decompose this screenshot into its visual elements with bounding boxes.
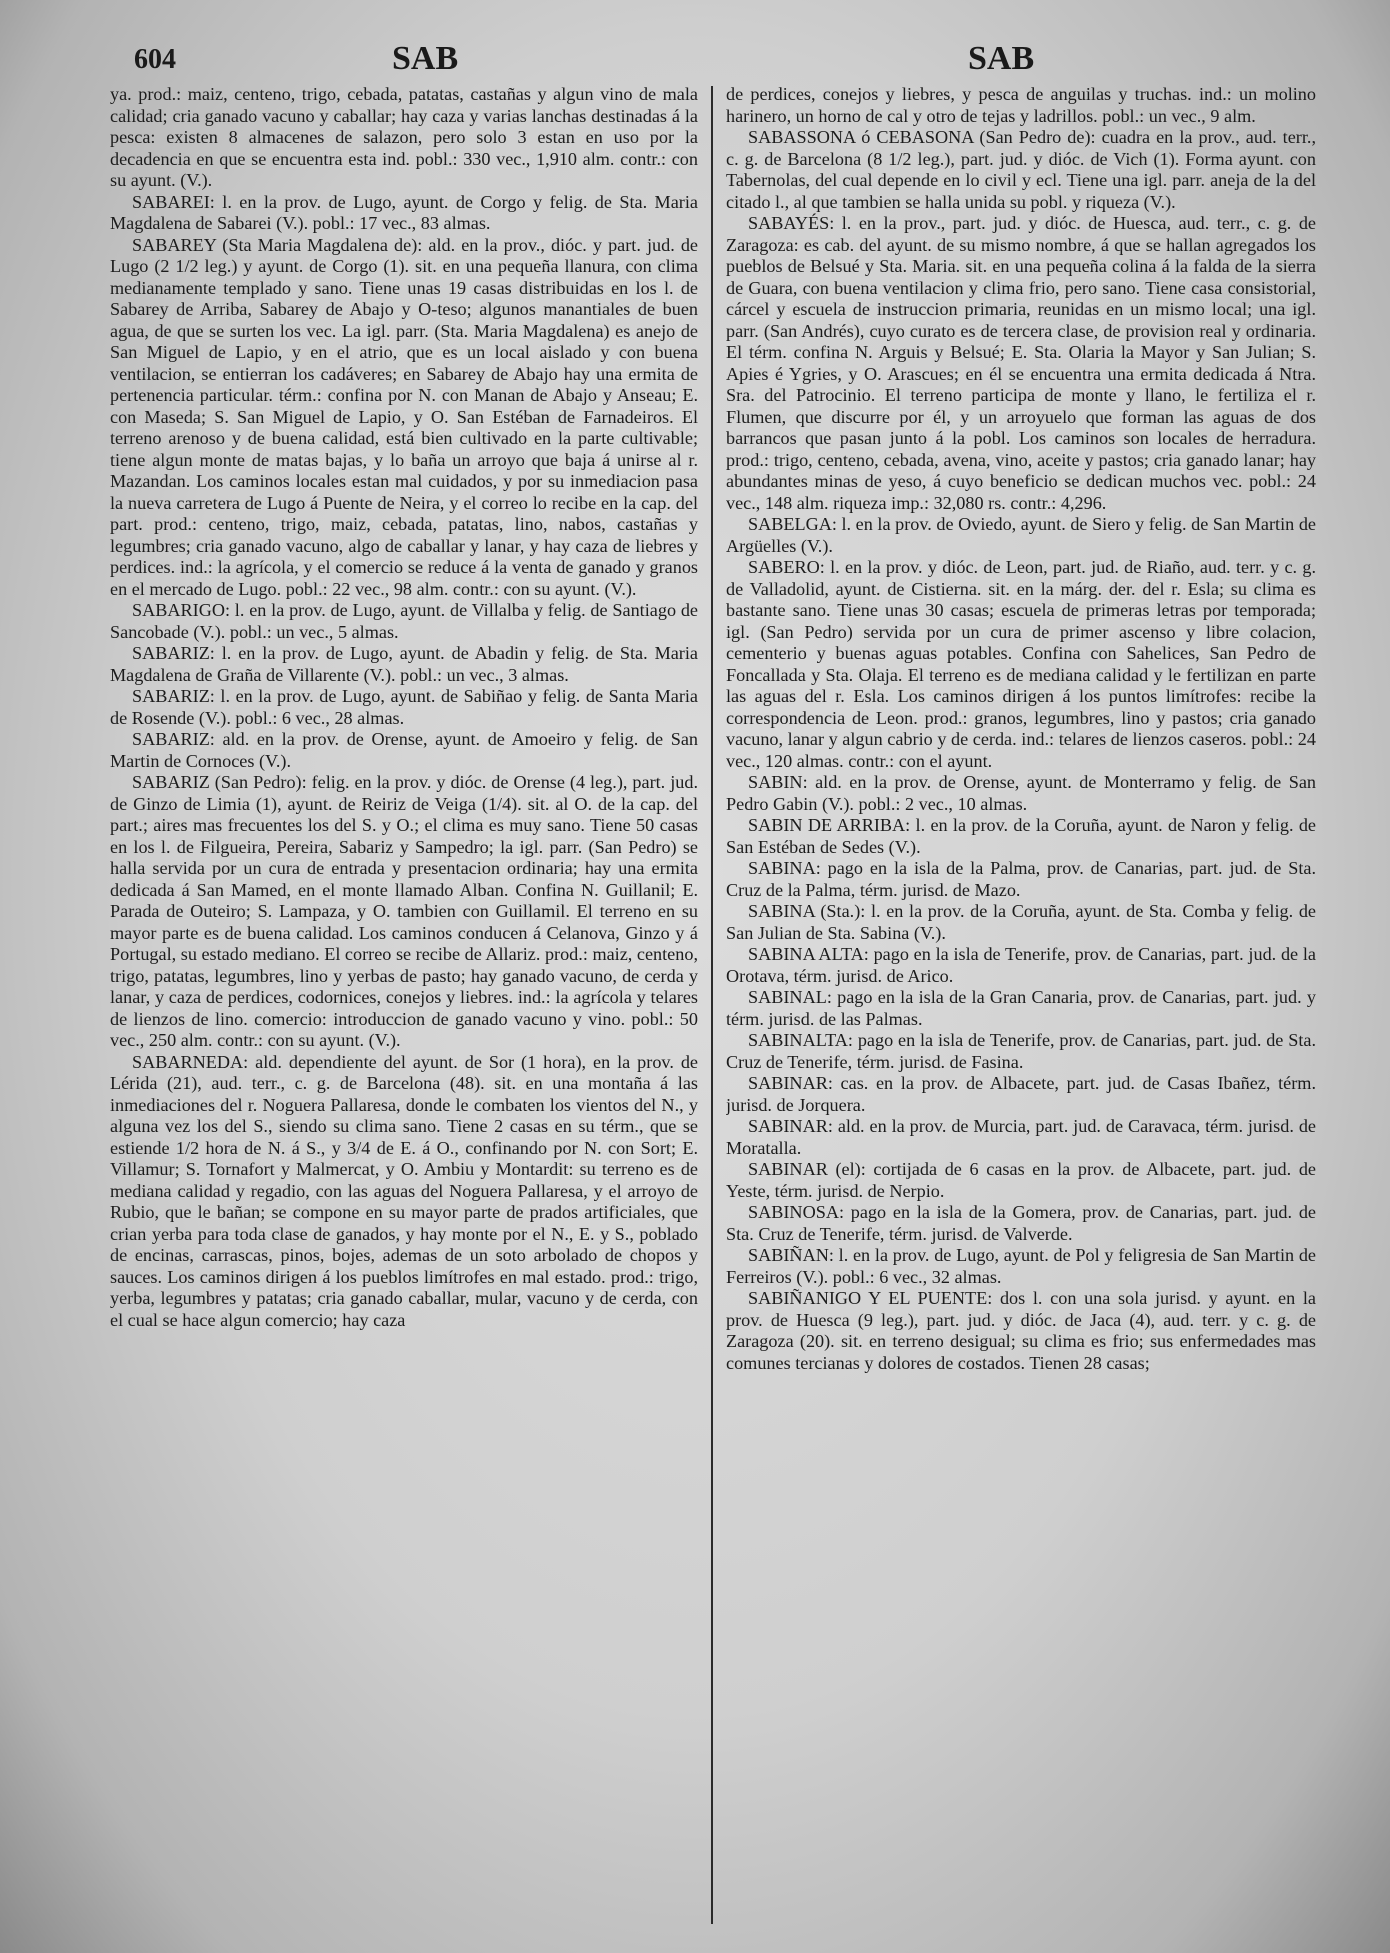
right-column bbox=[726, 84, 1316, 1924]
entry-continuation: de perdices, conejos y liebres, y pesca de anguilas y truchas. ind.: un molino harinero, un horno de cal y otro de tejas y ladrillos. pobl.: un vec., 9 alm. bbox=[726, 84, 1316, 126]
dictionary-entry: SABINA ALTA: pago en la isla de Tenerife, prov. de Canarias, part. jud. de la Orotava, térm. jurisd. de Arico. bbox=[726, 944, 1316, 986]
dictionary-entry: SABARNEDA: ald. dependiente del ayunt. de Sor (1 hora), en la prov. de Lérida (21), aud. terr., c. g. de Barcelona (48). sit. en una montaña á las inmediaciones del r. Noguera Pallaresa, donde le combaten los vientos del N., y alguna vez los del S., siendo su clima sano. Tiene 2 casas en su térm., que se estiende 1/2 hora de N. á S., y 3/4 de E. á O., confinando por N. con Sort; E. Villamur; S. Tornafort y Malmercat, y O. Ambiu y Montardit: su terreno es de mediana calidad y regadio, con las aguas del Noguera Pallaresa, y el arroyo de Rubio, que le bañan; se compone en su mayor parte de prados artificiales, que crian yerba para toda clase de ganados, y hay monte por el N., E. y S., poblado de encinas, carrascas, pinos, bojes, ademas de un soto arbolado de chopos y sauces. Los caminos dirigen á los pueblos limítrofes en mal estado. prod.: trigo, yerba, legumbres y patatas; cria ganado caballar, mular, vacuno y de cerda, con el cual se hace algun comercio; hay caza bbox=[110, 1051, 698, 1330]
column-divider bbox=[711, 86, 713, 1924]
dictionary-entry: SABINALTA: pago en la isla de Tenerife, prov. de Canarias, part. jud. de Sta. Cruz de Tenerife, térm. jurisd. de Fasina. bbox=[726, 1030, 1316, 1072]
dictionary-entry: SABINAR: cas. en la prov. de Albacete, part. jud. de Casas Ibañez, térm. jurisd. de Jorquera. bbox=[726, 1073, 1316, 1115]
dictionary-entry: SABELGA: l. en la prov. de Oviedo, ayunt. de Siero y felig. de San Martin de Argüelles (V.). bbox=[726, 514, 1316, 556]
dictionary-entry: SABASSONA ó CEBASONA (San Pedro de): cuadra en la prov., aud. terr., c. g. de Barcelona (8 1/2 leg.), part. jud. y dióc. de Vich (1). Forma ayunt. con Tabernolas, del cual depende en lo civil y ecl. Tiene una igl. parr. aneja de la del citado l., al que tambien se halla unida su pobl. y riqueza (V.). bbox=[726, 127, 1316, 212]
dictionary-entry: SABINOSA: pago en la isla de la Gomera, prov. de Canarias, part. jud. de Sta. Cruz de Tenerife, térm. jurisd. de Valverde. bbox=[726, 1202, 1316, 1244]
dictionary-entry: SABINAR (el): cortijada de 6 casas en la prov. de Albacete, part. jud. de Yeste, térm. jurisd. de Nerpio. bbox=[726, 1159, 1316, 1201]
dictionary-entry: SABARIZ (San Pedro): felig. en la prov. y dióc. de Orense (4 leg.), part. jud. de Ginzo de Limia (1), ayunt. de Reiriz de Veiga (1/4). sit. al O. de la cap. del part.; aires mas frecuentes los del S. y O.; el clima es muy sano. Tiene 50 casas en los l. de Filgueira, Pereira, Sabariz y Sampedro; la igl. parr. (San Pedro) se halla servida por un cura de entrada y presentacion ordinaria; hay una ermita dedicada á San Mamed, en el monte llamado Alban. Confina N. Guillanil; E. Parada de Outeiro; S. Lampaza, y O. tambien con Guillamil. El terreno en su mayor parte es de buena calidad. Los caminos conducen á Celanova, Ginzo y á Portugal, su estado mediano. El correo se recibe de Allariz. prod.: maiz, centeno, trigo, patatas, legumbres, lino y yerbas de pasto; hay ganado vacuno, de cerda y lanar, y caza de perdices, codornices, conejos y liebres. ind.: la agrícola y telares de lienzos de lino. comercio: introduccion de ganado vacuno y vino. pobl.: 50 vec., 250 alm. contr.: con su ayunt. (V.). bbox=[110, 772, 698, 1050]
dictionary-entry: SABIÑANIGO Y EL PUENTE: dos l. con una sola jurisd. y ayunt. en la prov. de Huesca (9 leg.), part. jud. y dióc. de Jaca (4), aud. terr. y c. g. de Zaragoza (20). sit. en terreno desigual; su clima es frio; sus enfermedades mas comunes tercianas y dolores de costados. Tienen 28 casas; bbox=[726, 1288, 1316, 1373]
entry-continuation: ya. prod.: maiz, centeno, trigo, cebada, patatas, castañas y algun vino de mala calidad; cria ganado vacuno y caballar; hay caza y varias lanchas destinadas á la pesca: existen 8 almacenes de salazon, pero solo 3 estan en uso por la decadencia en que se encuentra esta ind. pobl.: 330 vec., 1,910 alm. contr.: con su ayunt. (V.). bbox=[110, 84, 698, 190]
dictionary-entry: SABAREY (Sta Maria Magdalena de): ald. en la prov., dióc. y part. jud. de Lugo (2 1/2 leg.) y ayunt. de Corgo (1). sit. en una pequeña llanura, con clima medianamente templado y sano. Tiene unas 19 casas distribuidas en los l. de Sabarey de Arriba, Sabarey de Abajo y O-teso; algunos manantiales de buen agua, de que se surten los vec. La igl. parr. (Sta. Maria Magdalena) es anejo de San Miguel de Lapio, y en el atrio, que es un local aislado y con buena ventilacion, se entierran los cadáveres; en Sabarey de Abajo hay una ermita de pertenencia particular. térm.: confina por N. con Manan de Abajo y Anseau; E. con Maseda; S. San Miguel de Lapio, y O. San Estéban de Farnadeiros. El terreno arenoso y de buena calidad, está bien cultivado en la parte cultivable; tiene algun monte de matas bajas, y lo baña un arroyo que baja á unirse al r. Mazandan. Los caminos locales estan mal cuidados, y por su inmediacion pasa la nueva carretera de Lugo á Puente de Neira, y el correo lo recibe en la cap. del part. prod.: centeno, trigo, maiz, cebada, patatas, lino, nabos, castañas y legumbres; cria ganado vacuno, algo de caballar y lanar, y hay caza de liebres y perdices. ind.: la agrícola, y el comercio se reduce á la venta de ganado y granos en el mercado de Lugo. pobl.: 22 vec., 98 alm. contr.: con su ayunt. (V.). bbox=[110, 234, 698, 599]
left-column bbox=[110, 84, 698, 1924]
dictionary-entry: SABERO: l. en la prov. y dióc. de Leon, part. jud. de Riaño, aud. terr. y c. g. de Valladolid, ayunt. de Cistierna. sit. en la márg. der. del r. Esla; su clima es bastante sano. Tiene unas 30 casas; escuela de primeras letras por temporada; igl. (San Pedro) servida por un cura de primer ascenso y libre colacion, cementerio y buenas aguas potables. Confina con Sahelices, San Pedro de Foncallada y Sta. Olaja. El terreno es de mediana calidad y le fertilizan en parte las aguas del r. Esla. Los caminos dirigen á los puntos limítrofes: recibe la correspondencia de Leon. prod.: granos, legumbres, lino y pastos; cria ganado vacuno, lanar y algun cabrio y de cerda. ind.: telares de lienzos caseros. pobl.: 24 vec., 120 almas. contr.: con el ayunt. bbox=[726, 557, 1316, 771]
dictionary-entry: SABINA (Sta.): l. en la prov. de la Coruña, ayunt. de Sta. Comba y felig. de San Julian de Sta. Sabina (V.). bbox=[726, 901, 1316, 943]
dictionary-entry: SABINAL: pago en la isla de la Gran Canaria, prov. de Canarias, part. jud. y térm. jurisd. de las Palmas. bbox=[726, 987, 1316, 1029]
dictionary-entry: SABAYÉS: l. en la prov., part. jud. y dióc. de Huesca, aud. terr., c. g. de Zaragoza: es cab. del ayunt. de su mismo nombre, á que se hallan agregados los pueblos de Belsué y Sta. Maria. sit. en una pequeña colina á la falda de la sierra de Guara, con buena ventilacion y clima frio, pero sano. Tiene casa consistorial, cárcel y escuela de instruccion primaria, reunidas en un mismo local; una igl. parr. (San Andrés), cuyo curato es de tercera clase, de provision real y ordinaria. El térm. confina N. Arguis y Belsué; E. Sta. Olaria la Mayor y San Julian; S. Apies é Ygries, y O. Arascues; en él se encuentra una ermita dedicada á Ntra. Sra. del Patrocinio. El terreno participa de monte y llano, le fertiliza el r. Flumen, que discurre por él, y un arroyuelo que forman las aguas de dos barrancos que pasan junto á la pobl. Los caminos son locales de herradura. prod.: trigo, centeno, cebada, avena, vino, aceite y pastos; cria ganado lanar; hay abundantes minas de yeso, á cuyo beneficio se dedican muchos vec. pobl.: 24 vec., 148 alm. riqueza imp.: 32,080 rs. contr.: 4,296. bbox=[726, 213, 1316, 513]
page-number: 604 bbox=[134, 44, 176, 75]
dictionary-entry: SABIN DE ARRIBA: l. en la prov. de la Coruña, ayunt. de Naron y felig. de San Estéban de Sedes (V.). bbox=[726, 815, 1316, 857]
dictionary-entry: SABARIZ: l. en la prov. de Lugo, ayunt. de Abadin y felig. de Sta. Maria Magdalena de Graña de Villarente (V.). pobl.: un vec., 3 almas. bbox=[110, 643, 698, 685]
dictionary-entry: SABARIZ: l. en la prov. de Lugo, ayunt. de Sabiñao y felig. de Santa Maria de Rosende (V.). pobl.: 6 vec., 28 almas. bbox=[110, 686, 698, 728]
running-head-right: SAB bbox=[968, 40, 1035, 77]
dictionary-entry: SABIÑAN: l. en la prov. de Lugo, ayunt. de Pol y feligresia de San Martin de Ferreiros (V.). pobl.: 6 vec., 32 almas. bbox=[726, 1245, 1316, 1287]
dictionary-entry: SABAREI: l. en la prov. de Lugo, ayunt. de Corgo y felig. de Sta. Maria Magdalena de Sabarei (V.). pobl.: 17 vec., 83 almas. bbox=[110, 191, 698, 233]
page-header bbox=[0, 40, 1390, 84]
dictionary-entry: SABARIZ: ald. en la prov. de Orense, ayunt. de Amoeiro y felig. de San Martin de Cornoces (V.). bbox=[110, 729, 698, 771]
dictionary-entry: SABIN: ald. en la prov. de Orense, ayunt. de Monterramo y felig. de San Pedro Gabin (V.). pobl.: 2 vec., 10 almas. bbox=[726, 772, 1316, 814]
dictionary-entry: SABINAR: ald. en la prov. de Murcia, part. jud. de Caravaca, térm. jurisd. de Moratalla. bbox=[726, 1116, 1316, 1158]
dictionary-entry: SABINA: pago en la isla de la Palma, prov. de Canarias, part. jud. de Sta. Cruz de la Palma, térm. jurisd. de Mazo. bbox=[726, 858, 1316, 900]
running-head-left: SAB bbox=[392, 40, 459, 77]
dictionary-entry: SABARIGO: l. en la prov. de Lugo, ayunt. de Villalba y felig. de Santiago de Sancobade (V.). pobl.: un vec., 5 almas. bbox=[110, 600, 698, 642]
